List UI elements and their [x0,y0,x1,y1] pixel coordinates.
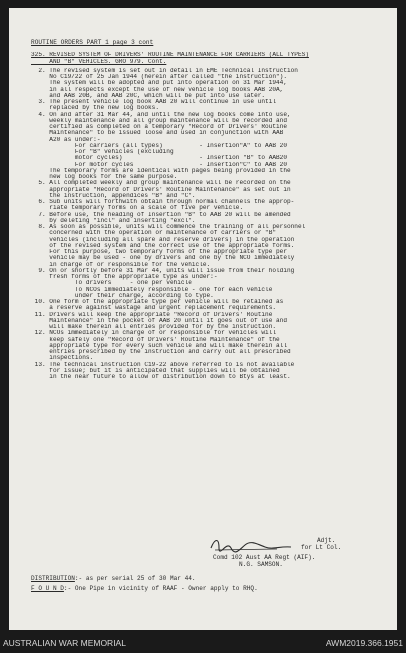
text-line: in charge of or responsible for the vehicle. [31,261,211,268]
caption-bar [0,630,406,653]
text-line: 3. The present vehicle log book AAB 20 will continue in use until [31,99,277,105]
text-line: entries prescribed by the instruction and carry out all prescribed [31,349,291,355]
text-line: will make therein all entries provided for by the instruction. [31,324,277,330]
text-line: To NCOs immediately responsible - one for each vehicle [31,286,273,293]
found-text: :- One Pipe in vicinity of RAAF - Owner apply to RHQ. [63,585,258,592]
document-header: ROUTINE ORDERS PART 1 page 3 cont [31,39,154,46]
signature-title: Adjt. [317,537,336,544]
text-line: inspections. [31,355,94,362]
text-line: The temporary forms are identical with pages being provided in the [31,167,291,174]
text-line: A20 as under:- [31,136,101,143]
handwritten-signature [205,536,295,554]
text-line: For carriers (all types) - Insertion"A" to AAB 20 [31,142,287,149]
text-line: in the near future to allow of distribution down to Btys at least. [31,374,291,380]
order-text [31,52,381,380]
text-line: riate temporary forms on a scale of five per vehicle. [31,205,244,212]
signature-block [205,536,355,556]
document-page [9,8,397,630]
text-line: appropriate type for every such vehicle and will make therein all [31,342,287,349]
text-line: replaced by the new log books. [31,105,159,112]
text-line: AND "B" VEHICLES. GRO 979. Cont. [31,58,167,65]
caption-left: AUSTRALIAN WAR MEMORIAL [3,638,126,648]
distribution-label: DISTRIBUTION [31,575,75,582]
text-line: weekly maintenance and all group maintenance will be recorded and [31,117,287,124]
signature-name: N.G. SAMSON. [239,561,283,568]
text-line: for issue; but it is anticipated that supplies will be obtained [31,367,280,374]
text-line: concerned with the operation or maintenance of carriers or "B" [31,230,277,237]
text-line: appropriate "Record of Drivers' Routine Maintenance" as set out in [31,186,291,193]
text-line: 4. On and after 31 Mar 44, and until the new log books come into use, [31,111,291,118]
text-line: 8. As soon as possible, units will commence the training of all personnel [31,224,306,230]
footer-notes [31,574,258,594]
text-line: of the revised system and the correct use of the appropriate forms. [31,242,295,249]
text-line: Maintenance" to be issued loose and used in conjunction with AAB [31,130,284,137]
text-line: a reserve against wastage and urgent replacement requirements. [31,305,277,312]
text-line: vehicle may be used - one by drivers and one by the NCO immediately [31,255,295,262]
text-line: 9. On or shortly before 31 Mar 44, units will issue from their holding [31,267,295,274]
text-line: Maintenance" in the pocket of AAB 20 until it goes out of use and [31,317,287,324]
text-line: 7. Before use, the heading of Insertion "B" to AAB 20 will be amended [31,211,291,218]
text-line: certified as completed on a temporary "Record of Drivers' Routine [31,124,287,130]
text-line: 11. Drivers will keep the appropriate "Record of Drivers' Routine [31,311,273,318]
text-line: and AAB 20B, and AAB 20C, which will be put into use later. [31,92,266,99]
text-line: For "B" vehicles (excluding [31,149,174,155]
signature-unit: Comd 102 Aust AA Regt (AIF). [213,554,316,561]
text-line: fresh forms of the appropriate type as under:- [31,274,218,280]
text-line: by deleting "incl" and inserting "excl". [31,217,196,224]
text-line: vehicles (including all spare and reserve drivers) in the operation [31,236,295,243]
text-line: The system will be adopted and put into operation on 31 Mar 1944, [31,80,287,87]
text-line: No C19/22 of 25 Jan 1944 (herein after called "the instruction"). [31,74,287,80]
document-body [31,40,381,380]
text-line: 12. NCOs immediately in charge of or responsible for vehicles will [31,330,277,337]
caption-right: AWM2019.366.1951 [325,638,403,648]
text-line: 6. Sub units will forthwith obtain through normal channels the approp- [31,199,295,205]
text-line: For motor cycles - Insertion"C" to AAB 20 [31,161,287,168]
text-line: under their charge, according to type. [31,292,214,299]
text-line: 325. REVISED SYSTEM OF DRIVERS' ROUTINE MAINTENANCE FOR CARRIERS (ALL TYPES) [31,52,309,59]
text-line: motor cycles) - Insertion "B" to AAB20 [31,155,287,162]
text-line: the instruction, appendices "B" and "C". [31,192,196,199]
text-line: keep safely one "Record of Drivers' Routine Maintenance" of the [31,336,280,343]
text-line: For this purpose, two temporary forms of the appropriate type per [31,249,287,255]
text-line: 10. One form of the appropriate type per vehicle will be retained as [31,299,284,305]
found-label: F O U N D [31,585,64,592]
distribution-text: :- as per serial 25 of 30 Mar 44. [74,575,196,582]
text-line: 13. The technical instruction C19-22 above referred to is not available [31,361,295,368]
text-line: 2. The revised system is set out in detail in EME Technical Instruction [31,67,298,74]
signature-for: for Lt Col. [301,544,342,551]
text-line: in all respects except the use of new vehicle log books AAB 20A, [31,86,284,93]
text-line: new log books for the same purpose. [31,174,178,180]
text-line: To drivers - one per vehicle [31,280,192,287]
text-line: 5. All completed weekly and group maintenance will be recorded on the [31,180,291,187]
